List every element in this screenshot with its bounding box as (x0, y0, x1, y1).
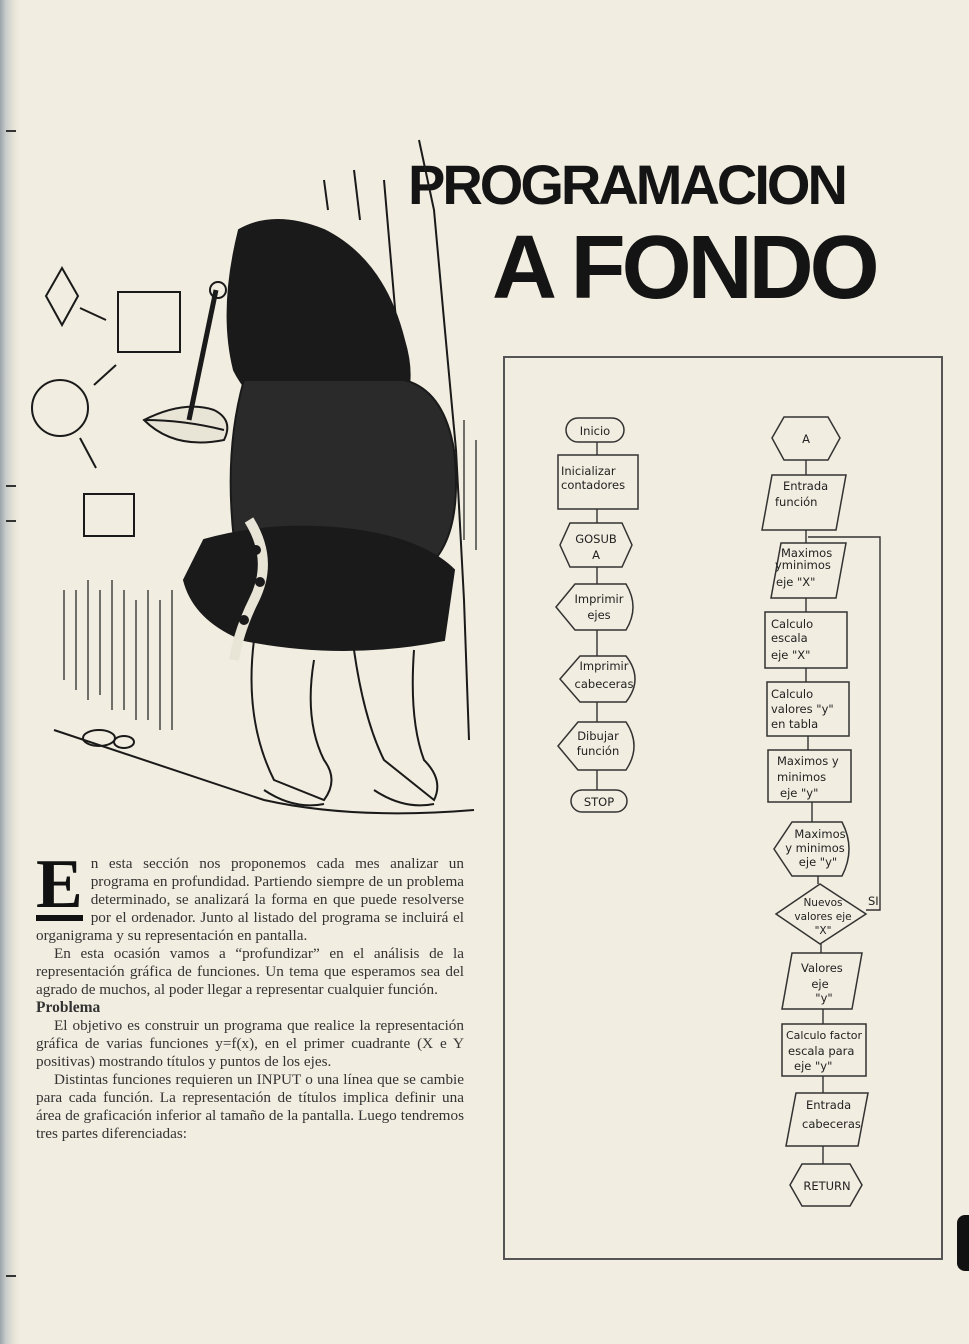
node-calculo-valores-label-3: en tabla (771, 717, 819, 731)
node-valores-eje-y-label-3: "y" (815, 991, 833, 1005)
node-nuevos-label-2: valores eje (794, 911, 852, 923)
node-maximos-y-label-2: minimos (777, 770, 827, 784)
node-imprimir-ejes-label-2: ejes (587, 608, 611, 622)
node-inicio-label: Inicio (579, 424, 611, 438)
node-calculo-escala-label-2: escala (771, 631, 808, 645)
node-imprimir-cabeceras-label-1: Imprimir (579, 659, 629, 673)
title-line-2: A FONDO (492, 218, 876, 318)
intro-paragraph-2: En esta ocasión vamos a “profundizar” en el análisis de la representación gráfica de funciones. Un tema que esperamos sea del agrado de muchos, al poder llegar a representar cualquier función. (36, 945, 464, 998)
node-calculo-factor-label-3: eje "y" (794, 1059, 833, 1073)
node-entrada-cabeceras-label-2: cabeceras (802, 1117, 861, 1131)
node-entrada-funcion-label-2: función (775, 495, 818, 509)
section-heading-problema: Problema (36, 999, 101, 1016)
node-stop-label: STOP (583, 795, 615, 809)
problema-paragraph-2: Distintas funciones requieren un INPUT o una línea que se cambie para cada función. La representación de títulos implica definir una área de graficación inferior al tamaño de la pantalla. Luego tendremos tres partes diferenciadas: (36, 1071, 464, 1142)
drop-cap: E (36, 846, 83, 923)
node-imprimir-ejes (556, 584, 633, 630)
node-maximos-y-display-label-1: Maximos (794, 827, 846, 841)
node-gosub-label-2: A (592, 548, 600, 562)
node-maximos-x-label-3: eje "X" (776, 575, 816, 589)
node-entrada-cabeceras-label-1: Entrada (806, 1098, 852, 1112)
node-imprimir-ejes-label-1: Imprimir (574, 592, 624, 606)
node-calculo-escala-label-3: eje "X" (771, 648, 811, 662)
node-valores-eje-y-label-1: Valores (801, 961, 843, 975)
node-maximos-y-label-1: Maximos y (777, 754, 839, 768)
node-imprimir-cabeceras-label-2: cabeceras (574, 677, 634, 691)
node-maximos-x-label-1: Maximos (781, 546, 833, 560)
node-maximos-y-display-label-3: eje "y" (798, 855, 838, 869)
node-calculo-valores-label-1: Calculo (771, 687, 814, 701)
node-nuevos-label-1: Nuevos (803, 897, 843, 909)
node-maximos-y-display-label-2: y minimos (785, 841, 845, 855)
node-calculo-escala-label-1: Calculo (771, 617, 814, 631)
node-dibujar-label-1: Dibujar (577, 729, 619, 743)
node-maximos-x-label-2: yminimos (775, 558, 831, 572)
problema-paragraph-1: El objetivo es construir un programa que realice la representación gráfica de varias funciones y=f(x), en el primer cuadrante (X e Y positivas) mostrando títulos y puntos de los ejes. (36, 1017, 464, 1070)
node-calculo-factor-label-2: escala para (788, 1044, 855, 1058)
node-entrada-funcion-label-1: Entrada (783, 479, 829, 493)
intro-text: n esta sección nos proponemos cada mes analizar un programa en profundidad. Partiendo siempre de un problema determinado, se analizará la forma en que puede resolverse por el ordenador. Junto al listado del programa se incluirá el organigrama y su representación en pantalla. (36, 855, 464, 944)
node-valores-eje-y-label-2: eje (811, 977, 829, 991)
node-return-label: RETURN (803, 1179, 851, 1193)
node-calculo-factor-label-1: Calculo factor (786, 1029, 863, 1042)
title-line-1: PROGRAMACION (408, 153, 845, 216)
node-inicializar-label-2: contadores (561, 478, 626, 492)
node-dibujar-label-2: función (576, 744, 620, 758)
node-a-label: A (802, 432, 810, 446)
node-gosub-label-1: GOSUB (575, 532, 617, 546)
node-nuevos-label-3: "X" (814, 925, 832, 937)
node-maximos-y-label-3: eje "y" (780, 786, 819, 800)
node-inicializar-label-1: Inicializar (561, 464, 616, 478)
node-calculo-valores-label-2: valores "y" (771, 702, 834, 716)
decision-si-label: SI (868, 894, 879, 908)
